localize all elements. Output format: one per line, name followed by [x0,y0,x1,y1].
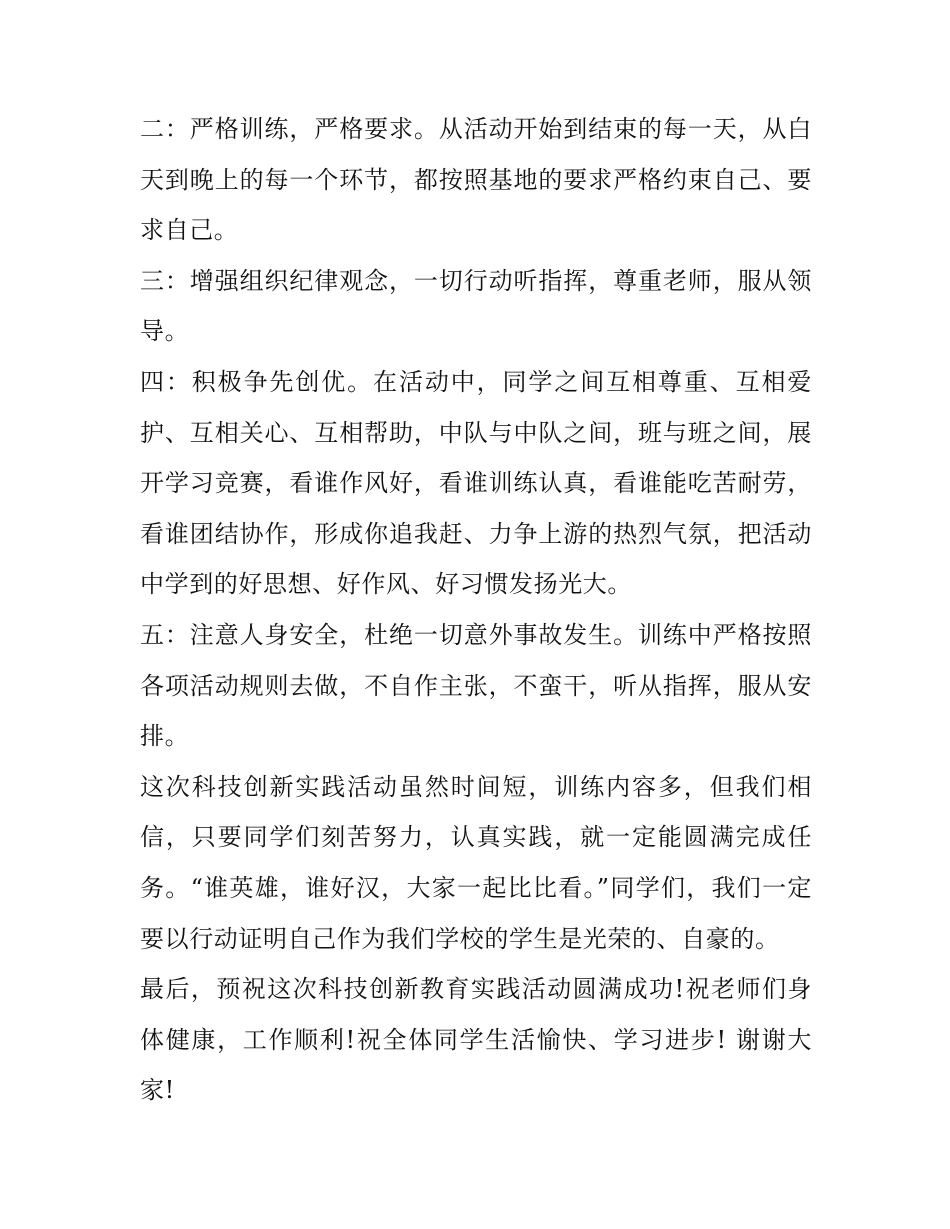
paragraph-closing: 最后，预祝这次科技创新教育实践活动圆满成功!祝老师们身体健康，工作顺利!祝全体同学生活愉快、学习进步! 谢谢大家! [140,975,812,1105]
paragraph-rule-four: 四：积极争先创优。在活动中，同学之间互相尊重、互相爱护、互相关心、互相帮助，中队与中队之间，班与班之间，展开学习竞赛，看谁作风好，看谁训练认真，看谁能吃苦耐劳，看谁团结协作，形成你追我赶、力争上游的热烈气氛，把活动中学到的好思想、好作风、好习惯发扬光大。 [140,367,812,599]
paragraph-rule-two: 二：严格训练，严格要求。从活动开始到结束的每一天，从白天到晚上的每一个环节，都按照基地的要求严格约束自己、要求自己。 [140,115,812,245]
paragraph-summary: 这次科技创新实践活动虽然时间短，训练内容多，但我们相信，只要同学们刻苦努力，认真实践，就一定能圆满完成任务。“谁英雄，谁好汉，大家一起比比看。”同学们，我们一定要以行动证明自己作为我们学校的学生是光荣的、自豪的。 [140,772,812,953]
paragraph-rule-three: 三：增强组织纪律观念，一切行动听指挥，尊重老师，服从领导。 [140,266,812,346]
document-body [140,104,812,1116]
paragraph-rule-five: 五：注意人身安全，杜绝一切意外事故发生。训练中严格按照各项活动规则去做，不自作主张，不蛮干，听从指挥，服从安排。 [140,620,812,751]
